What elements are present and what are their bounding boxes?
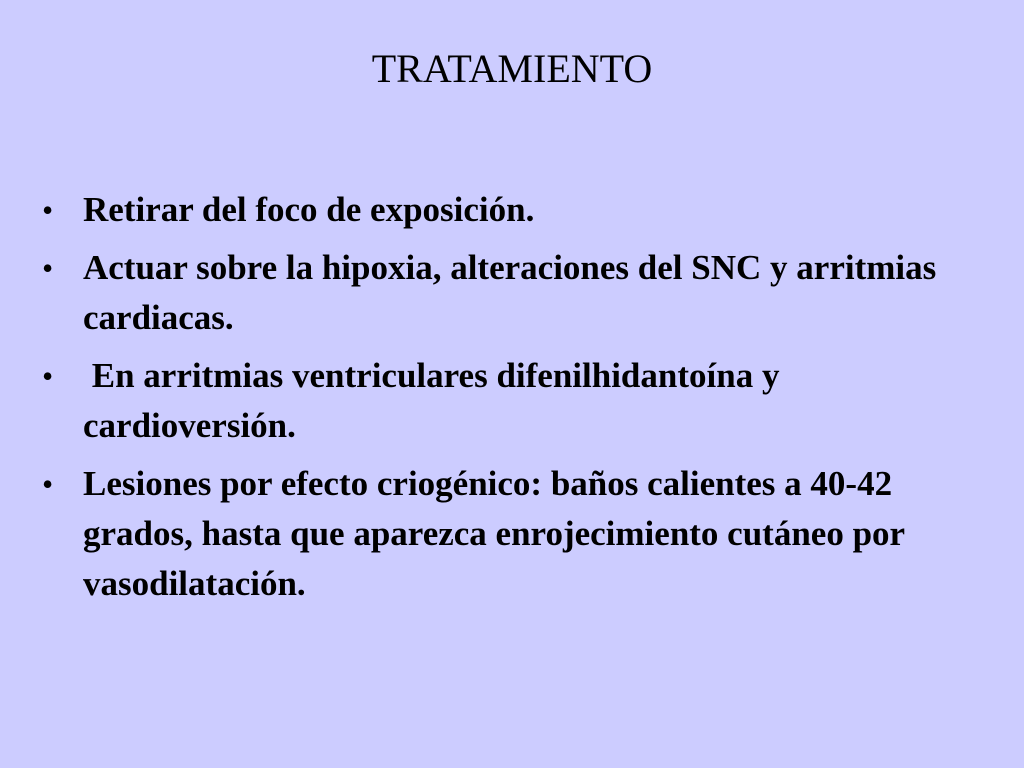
bullet-item [40,459,980,609]
bullet-list [40,185,980,617]
bullet-text: Actuar sobre la hipoxia, alteraciones del SNC y arritmias cardiacas. [83,248,945,337]
bullet-item [40,351,980,451]
bullet-text: Retirar del foco de exposición. [83,190,535,229]
bullet-marker: • [42,358,54,394]
bullet-text: Lesiones por efecto criogénico: baños calientes a 40-42 grados, hasta que aparezca enrojecimiento cutáneo por vasodilatación. [83,464,914,603]
bullet-marker: • [42,466,54,502]
slide-title: TRATAMIENTO [371,46,653,91]
bullet-item [40,243,980,343]
bullet-marker: • [42,192,54,228]
bullet-text: En arritmias ventriculares difenilhidantoína y cardioversión. [83,356,789,445]
bullet-item [40,185,980,235]
bullet-marker: • [42,250,54,286]
